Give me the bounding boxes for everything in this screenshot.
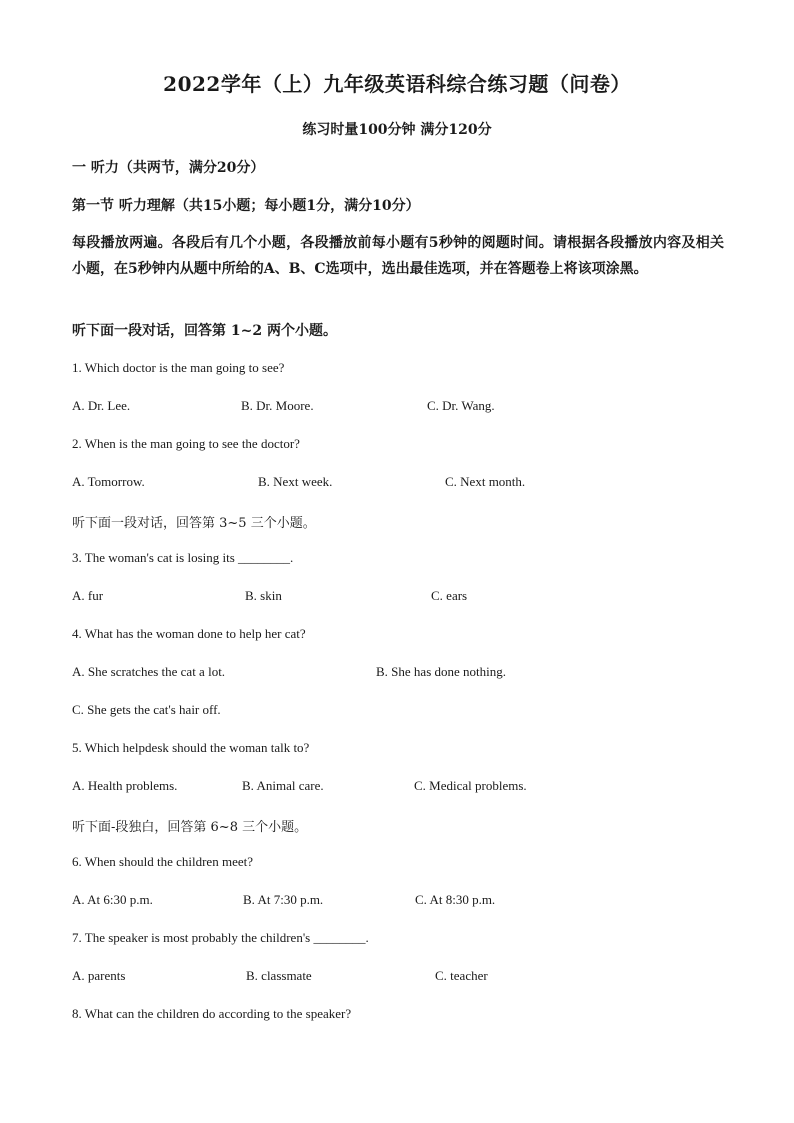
question-2: 2. When is the man going to see the doctor? [72, 436, 300, 451]
question-3-option-b: B. skin [245, 588, 282, 603]
instructions-paragraph: 每段播放两遍。各段后有几个小题，各段播放前每小题有5秒钟的阅题时间。请根据各段播放内容及相关小题，在5秒钟内从题中所给的A、B、C选项中，选出最佳选项，并在答题卷上将该项涂黑。 [72, 235, 724, 277]
question-3-option-a: A. fur [72, 588, 104, 603]
question-6-option-a: A. At 6:30 p.m. [72, 892, 153, 907]
question-1-option-a: A. Dr. Lee. [72, 398, 131, 413]
dialog-prompt-3-5: 听下面一段对话，回答第 3~5 三个小题。 [72, 516, 316, 531]
question-1-option-c: C. Dr. Wang. [427, 398, 495, 413]
question-2-option-b: B. Next week. [258, 474, 333, 489]
question-1-option-b: B. Dr. Moore. [241, 398, 314, 413]
question-5: 5. Which helpdesk should the woman talk to? [72, 740, 310, 755]
question-7-option-b: B. classmate [246, 968, 312, 983]
part-heading: 第一节 听力理解（共15小题；每小题1分，满分10分） [72, 198, 420, 214]
question-6: 6. When should the children meet? [72, 854, 253, 869]
question-6-option-c: C. At 8:30 p.m. [415, 892, 496, 907]
monologue-prompt-6-8: 听下面-段独白，回答第 6~8 三个小题。 [72, 820, 308, 835]
page-title: 2022学年（上）九年级英语科综合练习题（问卷） [163, 72, 631, 96]
question-8: 8. What can the children do according to the speaker? [72, 1006, 352, 1021]
question-5-option-a: A. Health problems. [72, 778, 178, 793]
question-2-option-c: C. Next month. [445, 474, 526, 489]
section-heading: 一 听力（共两节，满分20分） [72, 160, 265, 176]
question-4: 4. What has the woman done to help her cat? [72, 626, 306, 641]
question-7-option-a: A. parents [72, 968, 126, 983]
question-5-option-b: B. Animal care. [242, 778, 324, 793]
dialog-prompt-1-2: 听下面一段对话，回答第 1~2 两个小题。 [72, 323, 337, 339]
question-4-option-c: C. She gets the cat's hair off. [72, 702, 221, 717]
question-3-option-c: C. ears [431, 588, 468, 603]
page-subtitle: 练习时量100分钟 满分120分 [302, 122, 492, 138]
question-7: 7. The speaker is most probably the children's ________. [72, 930, 369, 945]
question-5-option-c: C. Medical problems. [414, 778, 527, 793]
question-4-option-b: B. She has done nothing. [376, 664, 506, 679]
question-6-option-b: B. At 7:30 p.m. [243, 892, 324, 907]
question-7-option-c: C. teacher [435, 968, 488, 983]
question-4-option-a: A. She scratches the cat a lot. [72, 664, 226, 679]
question-2-option-a: A. Tomorrow. [72, 474, 145, 489]
question-1: 1. Which doctor is the man going to see? [72, 360, 285, 375]
question-3: 3. The woman's cat is losing its ________. [72, 550, 294, 565]
